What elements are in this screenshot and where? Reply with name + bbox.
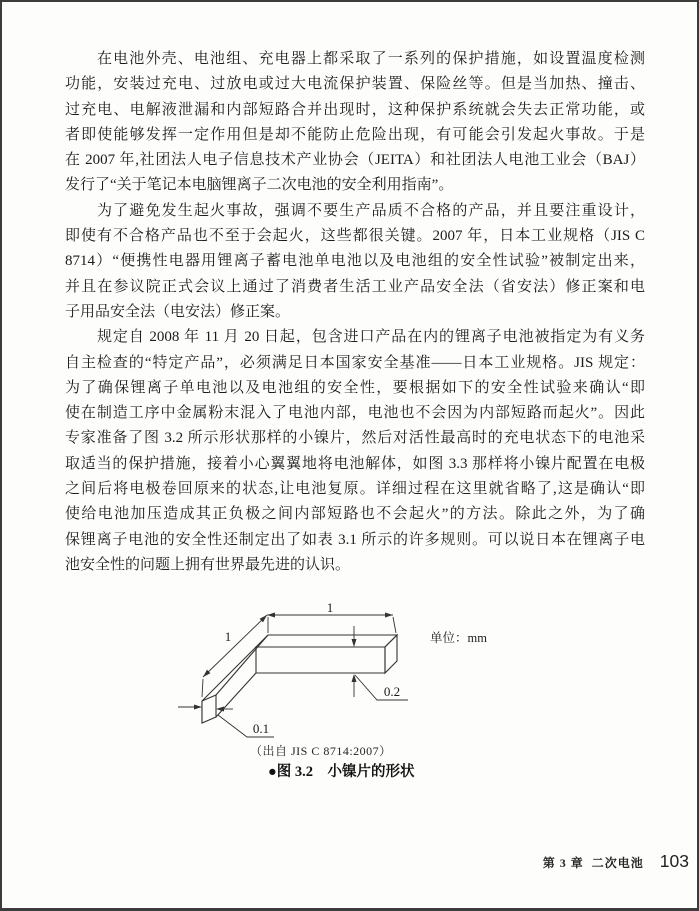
nickel-piece-diagram [140, 600, 540, 745]
page-footer [543, 851, 689, 872]
dim-width-label: 0.1 [252, 721, 270, 736]
text-line: 规定自 2008 年 11 月 20 日起，包含进口产品在内的锂离子电池被指定为有义务 [97, 329, 645, 346]
text-line: 池安全性的问题上拥有世界最先进的认识。 [65, 556, 351, 573]
arm1-front-face [256, 647, 385, 673]
text-line: 8714）“便携性电器用锂离子蓄电池单电池以及电池组的安全性试验”被制定出来， [65, 253, 645, 270]
text-line: 使在制造工序中金属粉末混入了电池内部，电池也不会因为内部短路而起火”。因此 [65, 405, 645, 422]
text-line: 者即使能够发挥一定作用但是却不能防止危险出现，有可能会引发起火事故。于是 [65, 126, 645, 143]
text-line: 过充电、电解液泄漏和内部短路合并出现时，这种保护系统就会失去正常功能，或 [65, 101, 645, 118]
arm1-top-face [256, 635, 397, 647]
text-line: 子用品安全法（电安法）修正案。 [65, 303, 291, 320]
arm2-back-top-edge [216, 635, 268, 695]
text-line: 在 2007 年,社团法人电子信息技术产业协会（JEITA）和社团法人电池工业会（BAJ） [65, 152, 645, 169]
body-text [65, 47, 645, 578]
footer-chapter: 第 3 章 二次电池 [542, 856, 644, 870]
unit-label: 单位：mm [430, 631, 487, 645]
footer-page-number: 103 [659, 851, 689, 871]
text-line: 取适当的保护措施，接着小心翼翼地将电池解体，如图 3.3 那样将小镍片配置在电极 [65, 455, 645, 472]
dim-top-label: 1 [326, 600, 334, 615]
figure-source-note: （出自 JIS C 8714:2007） [250, 744, 392, 758]
text-line: 在电池外壳、电池组、充电器上都采取了一系列的保护措施，如设置温度检测 [97, 51, 645, 67]
text-line: 为了避免发生起火事故，强调不要生产品质不合格的产品，并且要注重设计， [97, 202, 645, 219]
text-line: 发行了“关于笔记本电脑锂离子二次电池的安全利用指南”。 [65, 177, 454, 194]
text-line: 自主检查的“特定产品”，必须满足日本国家安全基准——日本工业规格。JIS 规定： [65, 354, 645, 371]
text-line: 专家准备了图 3.2 所示形状那样的小镍片，然后对活性最高时的充电状态下的电池采 [65, 430, 645, 447]
text-line: 功能，安装过充电、过放电或过大电流保护装置、保险丝等。但是当加热、撞击、 [65, 76, 645, 93]
text-line: 为了确保锂离子单电池以及电池组的安全性，要根据如下的安全性试验来确认“即 [65, 379, 645, 396]
dim-diag-label: 1 [224, 629, 232, 644]
text-line: 并且在参议院正式会议上通过了消费者生活工业产品安全法（省安法）修正案和电 [65, 278, 645, 295]
text-line: 即使有不合格产品也不至于会起火，这些都很关键。2007 年，日本工业规格（JIS C [65, 228, 645, 245]
arm1-end-face [385, 635, 397, 673]
figure-caption: ●图 3.2 小镍片的形状 [268, 764, 415, 780]
text-line: 保锂离子电池的安全性还制定出了如表 3.1 所示的许多规则。可以说日本在锂离子电 [65, 531, 645, 548]
text-line: 之间后将电极卷回原来的状态,让电池复原。详细过程在这里就省略了,这是确认“即 [65, 481, 645, 498]
text-line: 使给电池加压造成其正负极之间内部短路也不会起火”的方法。除此之外，为了确 [65, 506, 645, 523]
arm2-front-top-edge [202, 647, 256, 701]
dim-diag-ext [202, 679, 203, 697]
dim-thickness-label: 0.2 [383, 684, 401, 699]
dim-top-ext-right [393, 617, 396, 633]
